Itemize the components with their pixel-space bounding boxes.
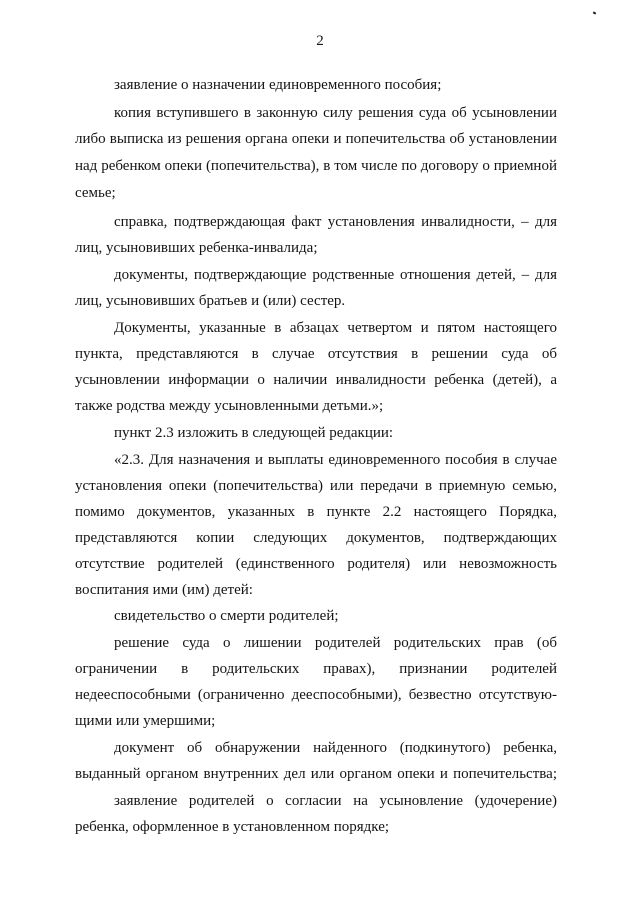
text-line: семье; (75, 185, 116, 201)
text-line: ограничении в родительских правах), признании родителей (75, 661, 557, 677)
text-line: пункт 2.3 изложить в следующей редакции: (114, 425, 394, 441)
text-line: Документы, указанные в абзацах четвертом и пятом настоящего (114, 320, 557, 336)
text-line: выданный органом внутренних дел или органом опеки и попечительства; (75, 766, 557, 782)
text-line: свидетельство о смерти родителей; (114, 608, 339, 624)
text-line: пункта, представляются в случае отсутствия в решении суда об (75, 346, 557, 362)
text-line: справка, подтверждающая факт установления инвалидности, – для (114, 214, 557, 230)
page-number: 2 (316, 33, 324, 49)
text-line: заявление о назначении единовременного пособия; (114, 77, 442, 93)
text-line: копия вступившего в законную силу решения суда об усыновлении (114, 105, 557, 121)
text-line: документы, подтверждающие родственные отношения детей, – для (114, 267, 557, 283)
text-line: «2.3. Для назначения и выплаты единовременного пособия в случае (114, 452, 557, 468)
text-line: щими или умершими; (75, 713, 216, 729)
text-line: помимо документов, указанных в пункте 2.2 настоящего Порядка, (75, 504, 557, 520)
text-line: установления опеки (попечительства) или передачи в приемную семью, (75, 478, 557, 494)
text-line: над ребенком опеки (попечительства), в том числе по договору о приемной (75, 158, 557, 174)
text-line: недееспособными (ограниченно дееспособными), безвестно отсутствую- (75, 687, 557, 703)
text-line: лиц, усыновивших братьев и (или) сестер. (75, 293, 346, 309)
text-line: ребенка, оформленное в установленном порядке; (75, 819, 390, 835)
text-line: также родства между усыновленными детьми.»; (75, 398, 384, 414)
text-line: заявление родителей о согласии на усыновление (удочерение) (114, 793, 557, 809)
text-line: усыновлении информации о наличии инвалидности ребенка (детей), а (75, 372, 557, 388)
scan-speck (593, 11, 597, 14)
text-line: либо выписка из решения органа опеки и попечительства об установлении (75, 131, 557, 147)
text-line: документ об обнаружении найденного (подкинутого) ребенка, (114, 740, 557, 756)
text-line: представляются копии следующих документов, подтверждающих (75, 530, 557, 546)
text-line: отсутствие родителей (единственного родителя) или невозможность (75, 556, 557, 572)
text-line: воспитания ими (им) детей: (75, 582, 253, 598)
text-line: лиц, усыновивших ребенка-инвалида; (75, 240, 318, 256)
text-line: решение суда о лишении родителей родительских прав (об (114, 635, 557, 651)
